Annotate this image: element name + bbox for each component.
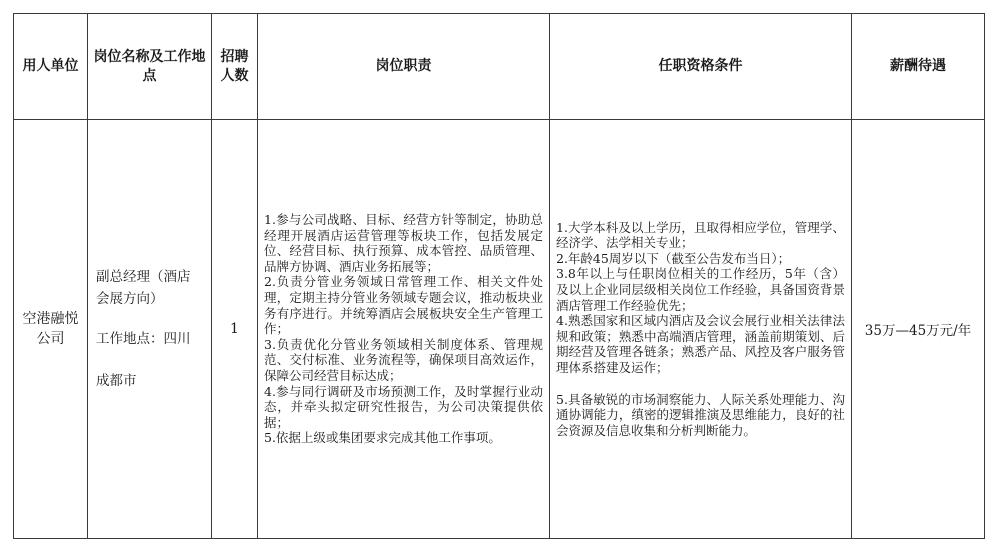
requirement-item: 3.8年以上与任职岗位相关的工作经历，5年（含）及以上企业同层级相关岗位工作经验，具备国资背景酒店管理工作经验优先； [556, 266, 845, 313]
header-duties: 岗位职责 [258, 14, 550, 120]
location-label: 工作地点：四川 [96, 331, 191, 347]
requirement-item: 5.具备敏锐的市场洞察能力、人际关系处理能力、沟通协调能力，缜密的逻辑推演及思维能力，良好的社会资源及信息收集和分析判断能力。 [556, 391, 845, 438]
duty-item: 4.参与同行调研及市场预测工作，及时掌握行业动态，并牵头拟定研究性报告，为公司决策提供依据； [264, 383, 543, 430]
duty-item: 2.负责分管业务领域日常管理工作、相关文件处理，定期主持分管业务领域专题会议，推动板块业务有序进行。并统筹酒店会展板块安全生产管理工作； [264, 274, 543, 337]
duty-item: 1.参与公司战略、目标、经营方针等制定，协助总经理开展酒店运营管理等板块工作，包括发展定位、经营目标、执行预算、成本管控、品质管理、品牌方协调、酒店业务拓展等； [264, 212, 543, 274]
header-count: 招聘人数 [212, 14, 258, 120]
cell-duties [258, 120, 550, 539]
header-row [14, 14, 985, 120]
cell-salary: 35万—45万元/年 [852, 120, 985, 539]
duty-item: 5.依据上级或集团要求完成其他工作事项。 [264, 430, 501, 446]
header-unit: 用人单位 [14, 14, 88, 120]
table-row [14, 120, 985, 539]
header-requirements: 任职资格条件 [550, 14, 852, 120]
cell-position [88, 120, 212, 539]
duty-item: 3.负责优化分管业务领域相关制度体系、管理规范、交付标准、业务流程等，确保项目高效运作，保障公司经营目标达成； [264, 336, 543, 383]
requirement-item: 1.大学本科及以上学历，且取得相应学位，管理学、经济学、法学相关专业； [556, 219, 845, 251]
position-title: 副总经理（酒店会展方向） [96, 269, 191, 307]
cell-requirements [550, 120, 852, 539]
cell-unit: 空港融悦公司 [14, 120, 88, 539]
requirement-item: 2.年龄45周岁以下（截至公告发布当日）； [556, 250, 791, 266]
cell-count: 1 [212, 120, 258, 539]
header-salary: 薪酬待遇 [852, 14, 985, 120]
requirement-item: 4.熟悉国家和区域内酒店及会议会展行业相关法律法规和政策；熟悉中高端酒店管理，涵盖前期策划、后期经营及管理各链条；熟悉产品、风控及客户服务管理体系搭建及运作； [556, 313, 845, 375]
header-position: 岗位名称及工作地点 [88, 14, 212, 120]
recruitment-table [13, 13, 985, 539]
location-value: 成都市 [96, 373, 137, 389]
